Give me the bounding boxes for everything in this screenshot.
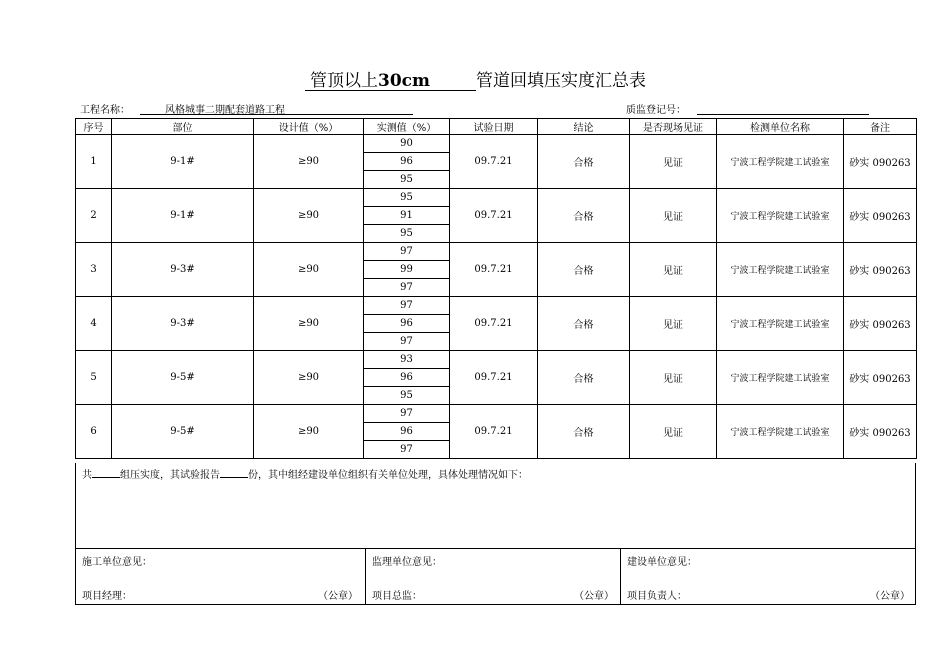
- remark-cell: 砂实 090263: [844, 405, 917, 459]
- construction-opinion-label: 施工单位意见：: [82, 557, 152, 568]
- remark-cell: 砂实 090263: [844, 243, 917, 297]
- measured-value-cell: 93: [364, 351, 450, 369]
- location-cell: 9-1#: [112, 135, 254, 189]
- conclusion-cell: 合格: [538, 243, 630, 297]
- table-row: [76, 297, 917, 315]
- blank-report-count: [220, 468, 248, 478]
- measured-value-cell: 95: [364, 225, 450, 243]
- location-cell: 9-5#: [112, 351, 254, 405]
- conclusion-cell: 合格: [538, 297, 630, 351]
- measured-value-cell: 99: [364, 261, 450, 279]
- remark-cell: 砂实 090263: [844, 135, 917, 189]
- project-leader-label: 项目负责人：: [627, 591, 687, 602]
- test-date-cell: 09.7.21: [450, 405, 538, 459]
- measured-value-cell: 97: [364, 405, 450, 423]
- remark-cell: 砂实 090263: [844, 351, 917, 405]
- owner-seal-label: （公章）: [870, 591, 910, 602]
- row-number-cell: 6: [76, 405, 112, 459]
- title-prefix: 管顶以上30cm: [310, 71, 430, 91]
- measured-value-cell: 97: [364, 243, 450, 261]
- table-row: [76, 189, 917, 207]
- measured-value-cell: 96: [364, 423, 450, 441]
- table-row: [76, 405, 917, 423]
- remark-cell: 砂实 090263: [844, 189, 917, 243]
- lab-name-cell: 宁波工程学院建工试验室: [717, 243, 844, 297]
- owner-unit-block: [620, 549, 916, 604]
- location-cell: 9-1#: [112, 189, 254, 243]
- supervision-unit-block: [365, 549, 620, 604]
- title-suffix: 管道回填压实度汇总表: [476, 71, 646, 91]
- measured-value-cell: 95: [364, 387, 450, 405]
- design-value-cell: ≥90: [254, 297, 364, 351]
- witness-cell: 见证: [630, 405, 717, 459]
- witness-cell: 见证: [630, 297, 717, 351]
- conclusion-cell: 合格: [538, 405, 630, 459]
- signoff-section: [75, 549, 916, 605]
- header-cell: 备注: [844, 119, 917, 135]
- location-cell: 9-3#: [112, 297, 254, 351]
- document-title: [0, 66, 950, 90]
- lab-name-cell: 宁波工程学院建工试验室: [717, 405, 844, 459]
- row-number-cell: 1: [76, 135, 112, 189]
- project-name-value: 风格城事二期配套道路工程: [165, 105, 285, 116]
- test-date-cell: 09.7.21: [450, 297, 538, 351]
- header-cell: 检测单位名称: [717, 119, 844, 135]
- test-date-cell: 09.7.21: [450, 351, 538, 405]
- summary-section: [75, 463, 916, 549]
- design-value-cell: ≥90: [254, 405, 364, 459]
- project-name-label: 工程名称：: [80, 105, 130, 116]
- table-row: [76, 135, 917, 153]
- measured-value-cell: 90: [364, 135, 450, 153]
- design-value-cell: ≥90: [254, 189, 364, 243]
- measured-value-cell: 96: [364, 153, 450, 171]
- header-cell: 结论: [538, 119, 630, 135]
- header-cell: 试验日期: [450, 119, 538, 135]
- header-cell: 序号: [76, 119, 112, 135]
- table-header-row: [76, 119, 917, 135]
- registration-underline: [697, 114, 869, 115]
- compaction-summary-table: [75, 118, 917, 459]
- measured-value-cell: 97: [364, 333, 450, 351]
- measured-value-cell: 96: [364, 369, 450, 387]
- measured-value-cell: 97: [364, 279, 450, 297]
- measured-value-cell: 95: [364, 171, 450, 189]
- lab-name-cell: 宁波工程学院建工试验室: [717, 351, 844, 405]
- supervision-opinion-label: 监理单位意见：: [372, 557, 442, 568]
- remark-cell: 砂实 090263: [844, 297, 917, 351]
- row-number-cell: 3: [76, 243, 112, 297]
- measured-value-cell: 96: [364, 315, 450, 333]
- lab-name-cell: 宁波工程学院建工试验室: [717, 297, 844, 351]
- blank-group-count: [92, 468, 120, 478]
- measured-value-cell: 97: [364, 297, 450, 315]
- witness-cell: 见证: [630, 243, 717, 297]
- conclusion-cell: 合格: [538, 351, 630, 405]
- construction-seal-label: （公章）: [318, 591, 358, 602]
- witness-cell: 见证: [630, 351, 717, 405]
- table-body: [76, 135, 917, 459]
- owner-opinion-label: 建设单位意见：: [627, 557, 697, 568]
- conclusion-cell: 合格: [538, 189, 630, 243]
- supervision-seal-label: （公章）: [574, 591, 614, 602]
- registration-label: 质监登记号：: [626, 105, 686, 116]
- measured-value-cell: 97: [364, 441, 450, 459]
- project-name-underline: [140, 114, 413, 115]
- table-row: [76, 351, 917, 369]
- header-cell: 部位: [112, 119, 254, 135]
- project-manager-label: 项目经理：: [82, 591, 132, 602]
- design-value-cell: ≥90: [254, 351, 364, 405]
- summary-text: 共 组压实度，其试验报告 份，其中组经建设单位组织有关单位处理，具体处理情况如下：: [82, 470, 528, 481]
- test-date-cell: 09.7.21: [450, 135, 538, 189]
- title-bold: 30cm: [378, 71, 430, 91]
- conclusion-cell: 合格: [538, 135, 630, 189]
- measured-value-cell: 95: [364, 189, 450, 207]
- lab-name-cell: 宁波工程学院建工试验室: [717, 189, 844, 243]
- test-date-cell: 09.7.21: [450, 189, 538, 243]
- witness-cell: 见证: [630, 189, 717, 243]
- table-row: [76, 243, 917, 261]
- location-cell: 9-5#: [112, 405, 254, 459]
- lab-name-cell: 宁波工程学院建工试验室: [717, 135, 844, 189]
- measured-value-cell: 91: [364, 207, 450, 225]
- design-value-cell: ≥90: [254, 243, 364, 297]
- construction-unit-block: [76, 549, 364, 604]
- header-cell: 是否现场见证: [630, 119, 717, 135]
- row-number-cell: 2: [76, 189, 112, 243]
- title-underline: [305, 90, 476, 91]
- header-cell: 设计值（%）: [254, 119, 364, 135]
- header-cell: 实测值（%）: [364, 119, 450, 135]
- chief-supervisor-label: 项目总监：: [372, 591, 422, 602]
- location-cell: 9-3#: [112, 243, 254, 297]
- row-number-cell: 5: [76, 351, 112, 405]
- test-date-cell: 09.7.21: [450, 243, 538, 297]
- design-value-cell: ≥90: [254, 135, 364, 189]
- witness-cell: 见证: [630, 135, 717, 189]
- row-number-cell: 4: [76, 297, 112, 351]
